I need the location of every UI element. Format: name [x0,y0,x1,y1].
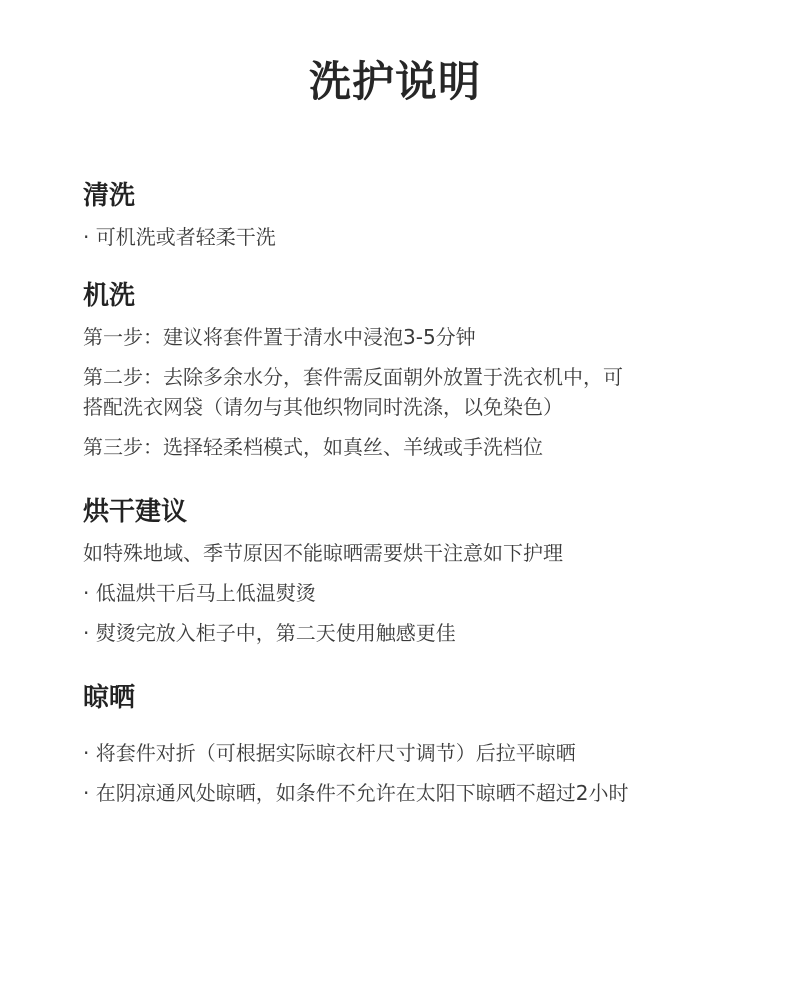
section-heading-air-drying: 晾晒 [83,683,136,713]
air-drying-tip-2: · 在阴凉通风处晾晒，如条件不允许在太阳下晾晒不超过2小时 [83,781,629,805]
drying-tip-2: · 熨烫完放入柜子中，第二天使用触感更佳 [83,621,456,645]
air-drying-tip-1: · 将套件对折（可根据实际晾衣杆尺寸调节）后拉平晾晒 [83,741,576,765]
section-wash [83,180,723,252]
section-heading-machine-wash: 机洗 [83,281,136,311]
drying-intro: 如特殊地域、季节原因不能晾晒需要烘干注意如下护理 [83,541,563,565]
section-heading-wash: 清洗 [83,181,136,211]
section-drying [83,496,723,648]
section-machine-wash [83,280,723,462]
section-air-drying [83,682,723,808]
machine-step-3: 第三步：选择轻柔档模式，如真丝、羊绒或手洗档位 [83,435,543,459]
machine-step-2: 第二步：去除多余水分，套件需反面朝外放置于洗衣机中，可 搭配洗衣网袋（请勿与其他织物同时洗涤，以免染色） [83,365,623,419]
page-title: 洗护说明 [308,57,481,106]
machine-step-1: 第一步：建议将套件置于清水中浸泡3-5分钟 [83,325,476,349]
section-heading-drying: 烘干建议 [83,497,188,527]
drying-tip-1: · 低温烘干后马上低温熨烫 [83,581,316,605]
wash-line: · 可机洗或者轻柔干洗 [83,225,276,249]
